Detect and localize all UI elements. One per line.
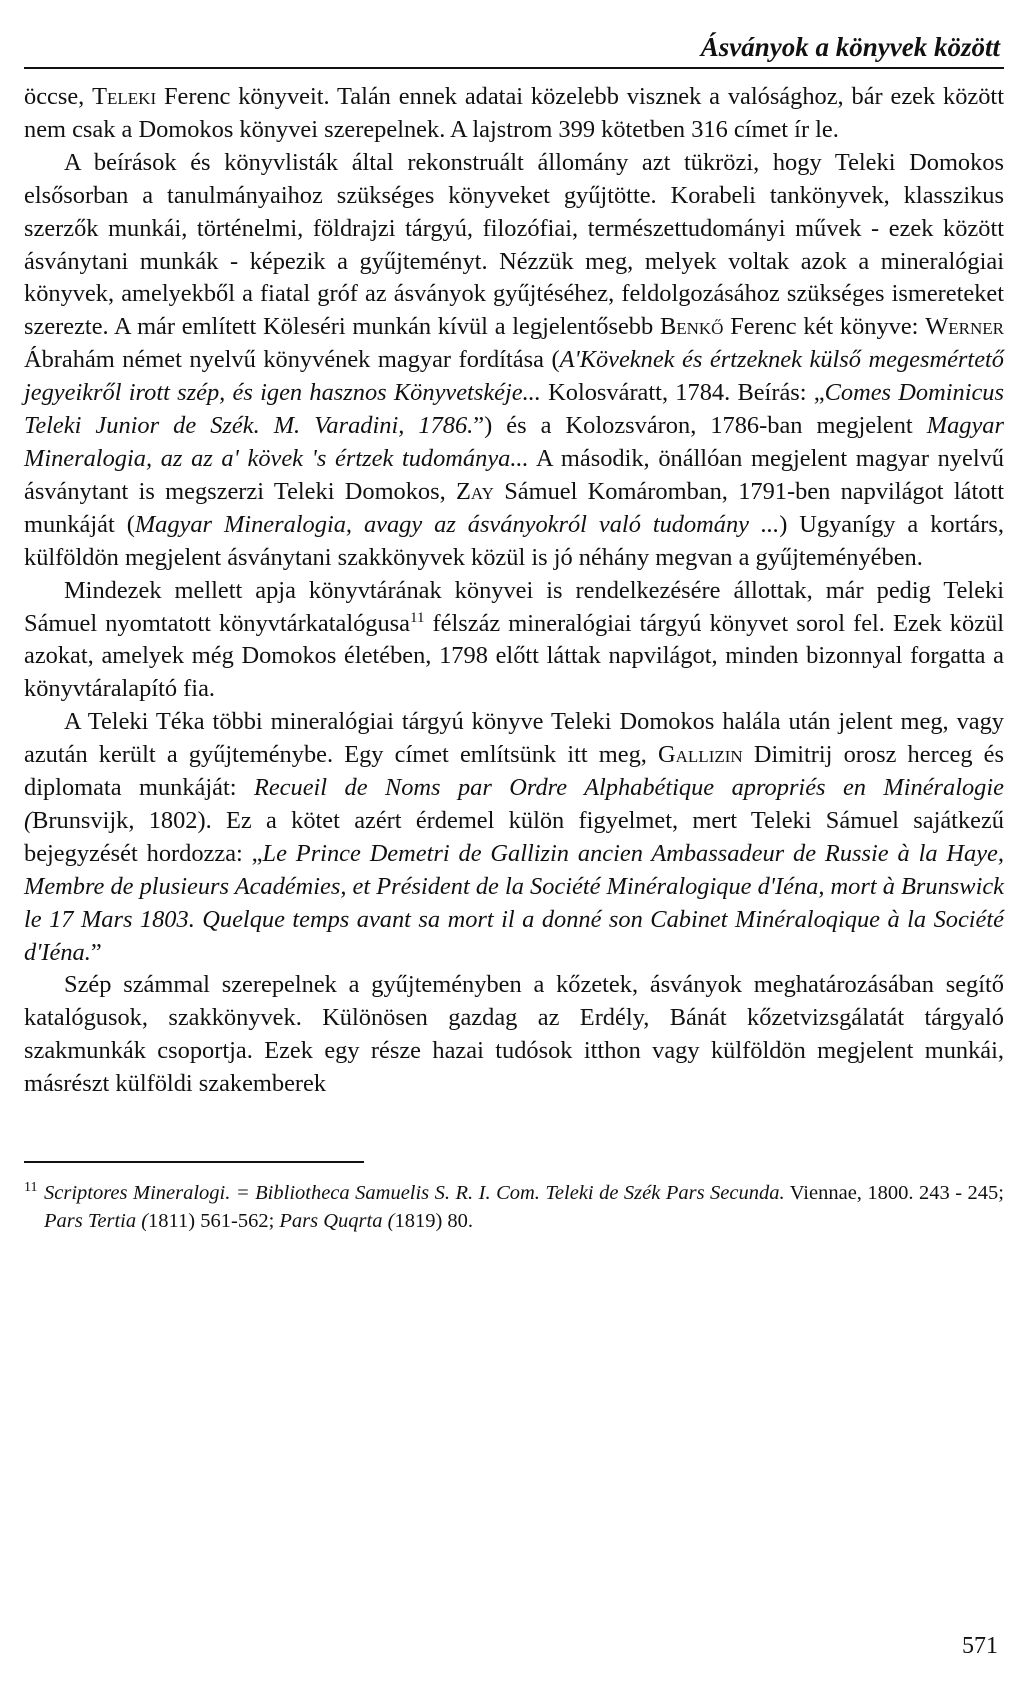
text-run: Brunsvijk, 1802). Ez a kötet azért érdemel külön figyelmet, mert Teleki Sámuel sajátkezű bejegyzését hordozza: „ xyxy=(24,806,1004,867)
book-title: A'Köveknek és értzeknek külső megesmértető jegyeikről irott szép, és igen hasznos Könyvetskéje... xyxy=(24,346,1004,407)
paragraph-4 xyxy=(24,706,1004,969)
text-run: Sámuel Komáromban, 1791-ben napvilágot látott munkáját ( xyxy=(24,477,1004,538)
book-title: Magyar Mineralogia, az az a' kövek 's értzek tudománya... xyxy=(24,412,1004,472)
text-run: félszáz mineralógiai tárgyú könyvet sorol fel. Ezek közül azokat, amelyek még Domokos életében, 1798 előtt láttak napvilágot, minden bizonnyal forgatta a könyvtáralapító fia. xyxy=(24,609,1004,703)
person-name: Gallizin xyxy=(658,741,743,769)
text-run: Dimitrij orosz herceg és diplomata munkáját: xyxy=(24,741,1004,802)
text-run: 1819) 80. xyxy=(394,1210,474,1233)
footnote-title: Pars Tertia ( xyxy=(44,1210,149,1233)
text-run: A második, önállóan megjelent magyar nyelvű ásványtant is megszerzi Teleki Domokos, xyxy=(24,444,1004,505)
text-run: A Teleki Téka többi mineralógiai tárgyú könyve Teleki Domokos halála után jelent meg, vagy azután került a gyűjteménybe. Egy címet említsünk itt meg, xyxy=(24,708,1004,769)
paragraph-2 xyxy=(24,147,1004,575)
text-run: ” xyxy=(90,938,102,966)
paragraph-5 xyxy=(24,969,1004,1101)
text-run: 1811) 561-562; xyxy=(148,1210,280,1233)
footnote-reference: 11 xyxy=(410,609,425,626)
paragraph-3 xyxy=(24,575,1004,707)
inscription-quote: Le Prince Demetri de Gallizin ancien Ambassadeur de Russie à la Haye, Membre de plusieurs Académies, et Président de la Société Minéralogique d'Iéna, mort à Brunswick le 17 Mars 1803. Quelque temps avant sa mort il a donné son Cabinet Minéraloqique à la Société d'Iéna. xyxy=(24,839,1004,966)
person-name: Teleki xyxy=(92,83,157,110)
footnote-title: Pars Quqrta ( xyxy=(279,1210,395,1233)
header-rule xyxy=(24,67,1004,69)
text-run: ) Ugyanígy a kortárs, külföldön megjelent ásványtani szakkönyvek közül is jó néhány megvan a gyűjteményében. xyxy=(24,510,1005,571)
book-title: Recueil de Noms par Ordre Alphabétique aproprіés en Minéralogie ( xyxy=(24,774,1004,834)
inscription: Comes Dominicus Teleki Junior de Szék. M. Varadini, 1786. xyxy=(24,379,1004,440)
body-text xyxy=(24,81,1004,1101)
person-name: Werner xyxy=(925,313,1004,341)
text-run: Mindezek mellett apja könyvtárának könyvei is rendelkezésére állottak, már pedig Teleki Sámuel nyomtatott könyvtárkatalógusa xyxy=(24,576,1004,637)
text-run: öccse, xyxy=(24,83,93,110)
text-run: Szép számmal szerepelnek a gyűjteményben a kőzetek, ásványok meghatározásában segítő katalógusok, szakkönyvek. Különösen gazdag az Erdély, Bánát kőzetvizsgálatát tárgyaló szakmunkák csoportja. Ezek egy része hazai tudósok itthon vagy külföldön megjelent munkái, másrészt külföldi szakemberek xyxy=(24,971,1004,1098)
text-run: Ábrahám német nyelvű könyvének magyar fordítása ( xyxy=(24,346,560,374)
text-run: Ferenc könyveit. Talán ennek adatai közelebb visznek a valósághoz, bár ezek között nem csak a Domokos könyvei szerepelnek. A lajstrom 399 kötetben 316 címet ír le. xyxy=(24,83,1004,143)
text-run: ”) és a Kolozsváron, 1786-ban megjelent xyxy=(473,412,927,440)
text-run: Viennae, 1800. 243 - 245; xyxy=(784,1182,1005,1205)
footnote-rule xyxy=(24,1161,364,1163)
person-name: Zay xyxy=(456,477,494,505)
text-run: A beírások és könyvlisták által rekonstruált állomány azt tükrözi, hogy Teleki Domokos elsősorban a tanulmányaihoz szükséges könyveket gyűjtötte. Korabeli tankönyvek, klasszikus szerzők munkái, történelmi, földrajzi tárgyú, filozófiai, természettudományi művek - ezek között ásványtani munkák - képezik a gyűjteményt. Nézzük meg, melyek voltak azok a mineralógiai könyvek, amelyekből a fiatal gróf az ásványok gyűjtéséhez, feldolgozásához szükséges ismereteket szerezte. A már említett Köleséri munkán kívül a legjelentősebb xyxy=(24,148,1004,341)
footnote: 11 Scriptores Mineralogi. = Bibliotheca Samuelis S. R. I. Com. Teleki de Szék Pars Secunda. Viennae, 1800. 243 - 245; Pars Tertia (1811) 561-562; Pars Quqrta (1819) 80. xyxy=(24,1180,1005,1233)
running-head: Ásványok a könyvek között xyxy=(700,32,1000,62)
person-name: Benkő xyxy=(659,313,724,341)
text-run: Kolosváratt, 1784. Beírás: „ xyxy=(540,379,825,407)
text-run: Ferenc két könyve: xyxy=(723,313,926,341)
book-title: Magyar Mineralogia, avagy az ásványokról való tudomány ... xyxy=(134,510,780,538)
document-page xyxy=(24,30,1004,1680)
paragraph-1 xyxy=(24,81,1004,147)
footnote-title: Scriptores Mineralogi. = Bibliotheca Samuelis S. R. I. Com. Teleki de Szék Pars Secunda. xyxy=(44,1182,785,1205)
page-number: 571 xyxy=(962,1633,998,1659)
